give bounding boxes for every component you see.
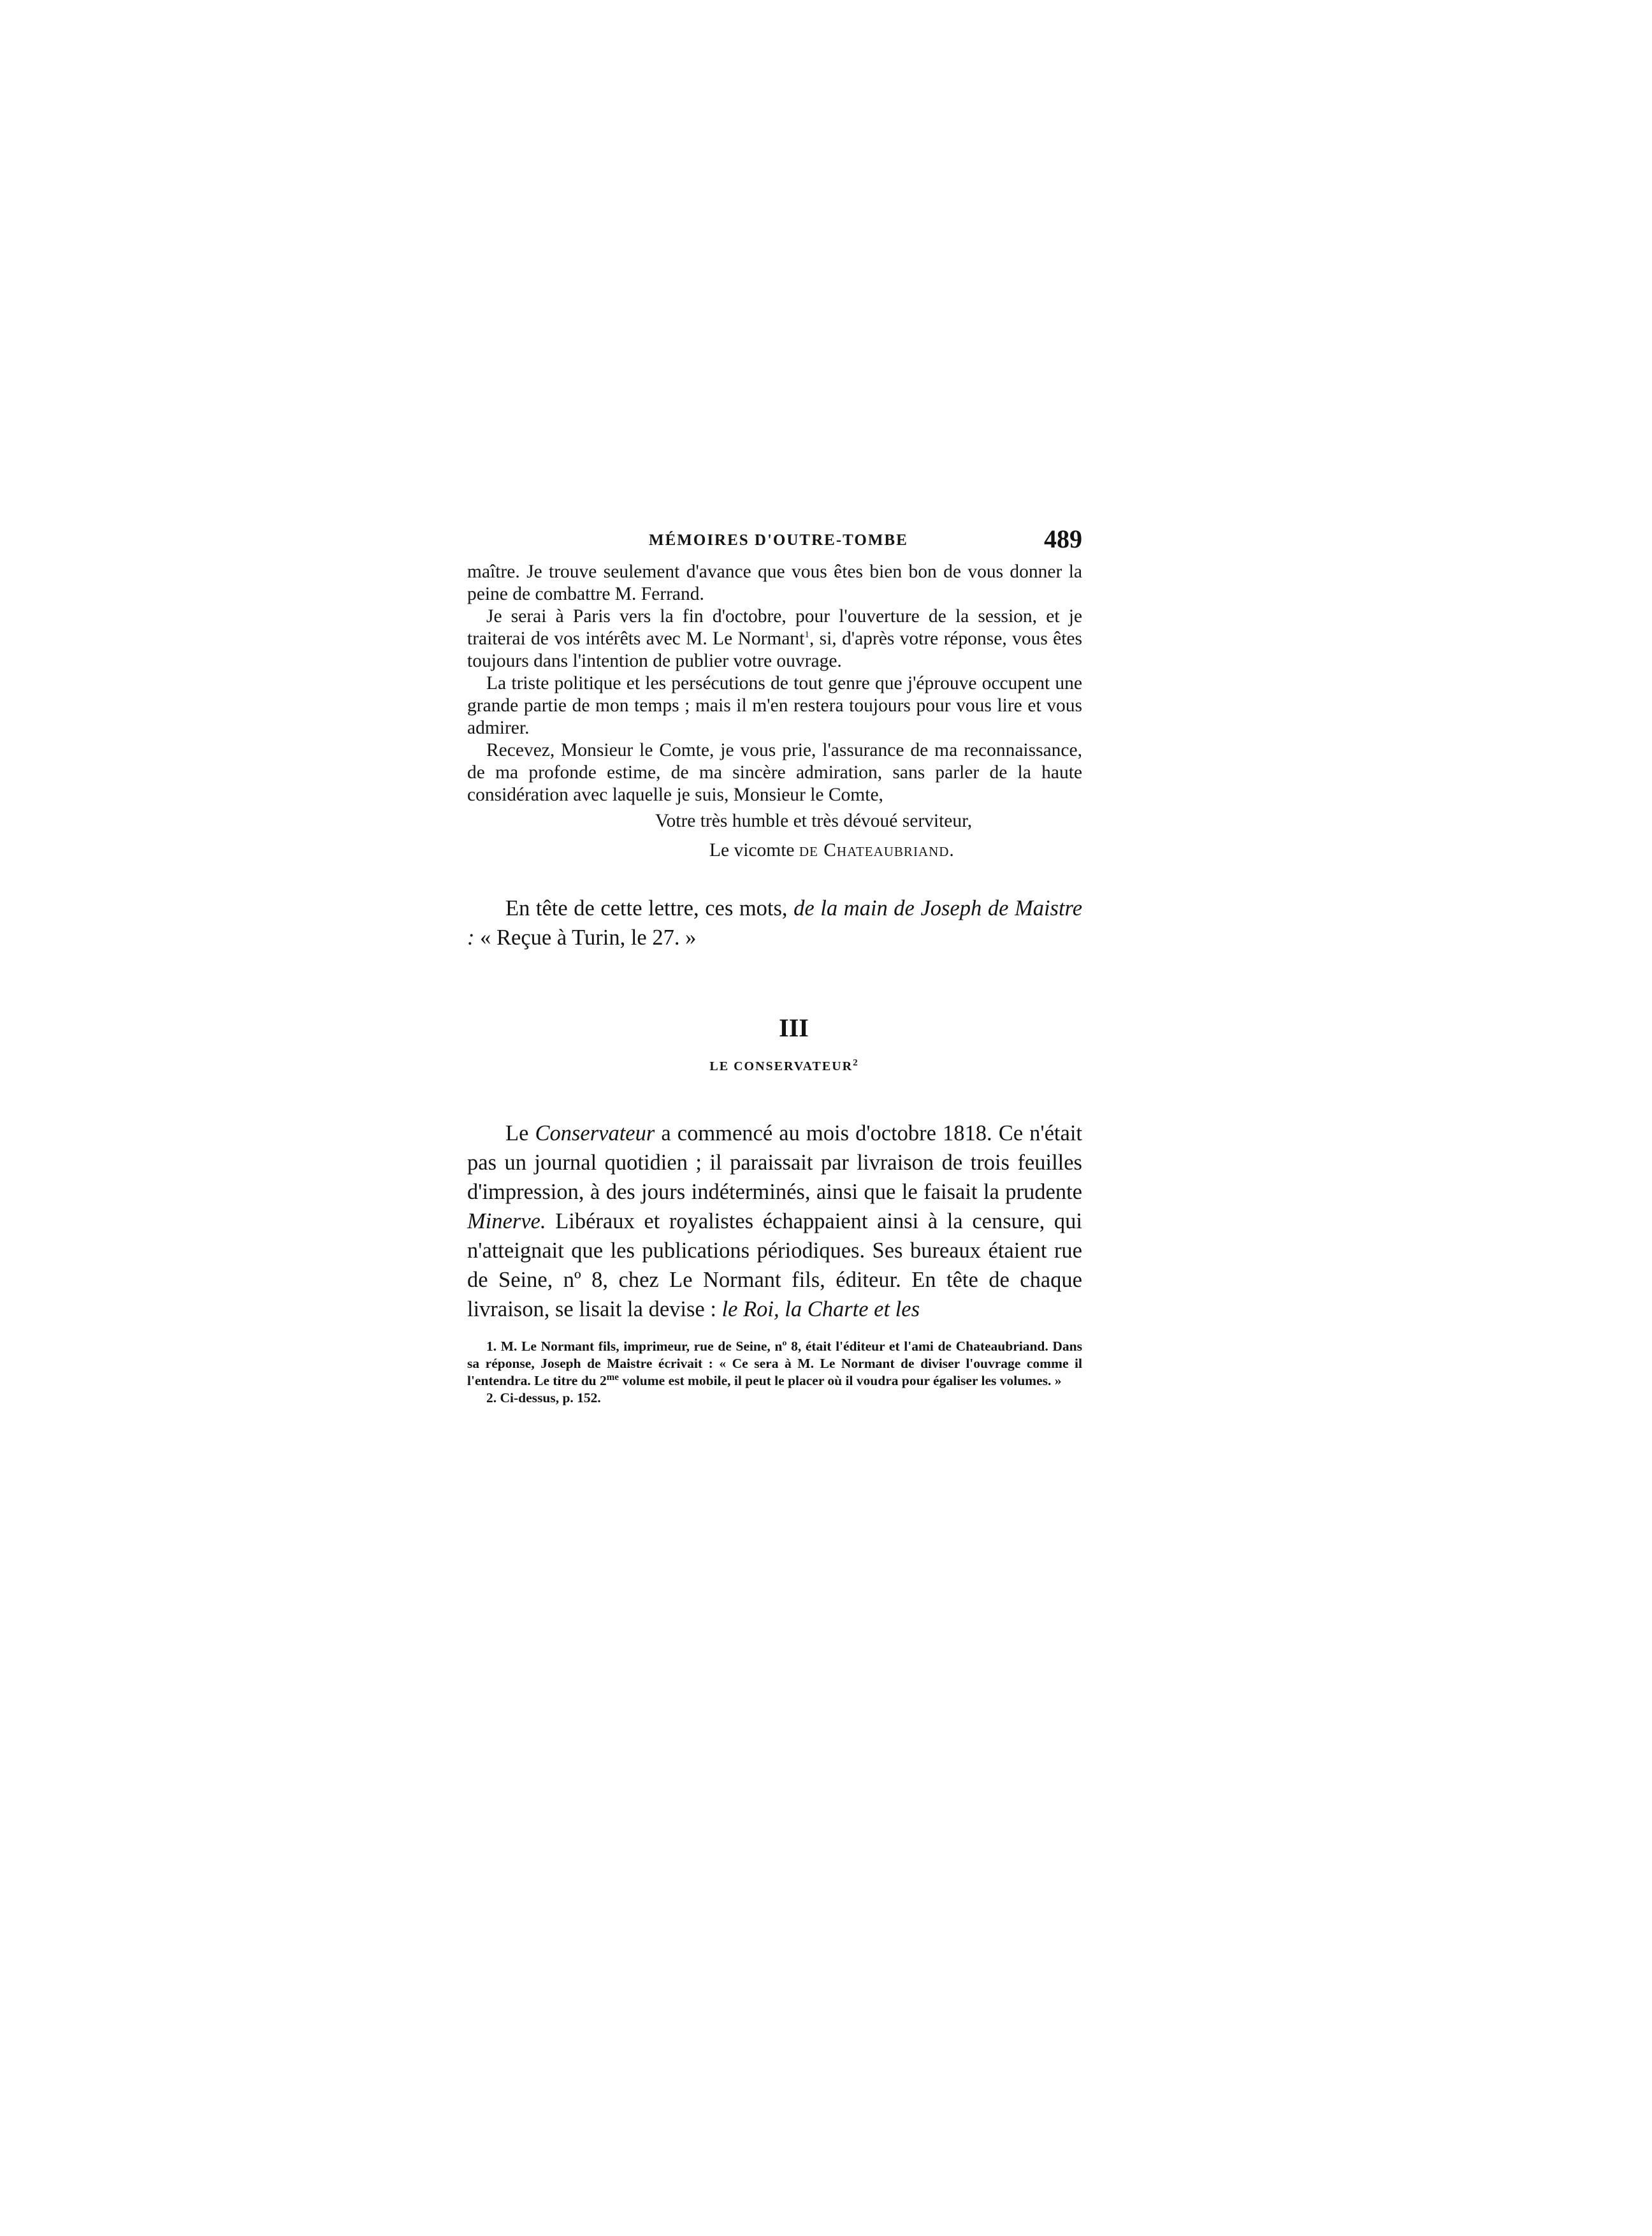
book-page (467, 523, 1082, 1407)
footnote-superscript: me (606, 1372, 619, 1383)
note-text: En tête de cette lettre, ces mots, (505, 896, 788, 920)
main-text-span: Libéraux et royalistes échappaient ainsi à la censure, qui n'atteignait que les publications périodiques. Ses bureaux étaient rue de Seine, nº 8, chez Le Normant fils, éditeur. En tête de chaque livraison, se lisait la devise : (467, 1209, 1082, 1321)
section-number: III (779, 1013, 809, 1042)
closing-formula: Votre très humble et très dévoué serviteur, (655, 811, 973, 831)
letter-text (467, 561, 1082, 806)
footnote-text: volume est mobile, il peut le placer où il voudra pour égaliser les volumes. » (618, 1373, 1062, 1388)
editor-note (467, 894, 1082, 952)
section-title (467, 1059, 1082, 1074)
section-title-text: LE CONSERVATEUR (709, 1059, 853, 1073)
main-italic: le Roi, la Charte et les (721, 1297, 920, 1321)
main-text-span: Le (505, 1121, 529, 1145)
note-quote: « Reçue à Turin, le 27. » (480, 926, 697, 950)
letter-paragraph: maître. Je trouve seulement d'avance que vous êtes bien bon de vous donner la peine de combattre M. Ferrand. (467, 562, 1082, 604)
main-paragraph (467, 1119, 1082, 1324)
signature-prefix: Le vicomte (709, 840, 795, 860)
main-italic: Conservateur (535, 1121, 655, 1145)
note-italic: de la main de Joseph de Maistre : (467, 896, 1083, 950)
footnote-2: 2. Ci-dessus, p. 152. (486, 1390, 601, 1405)
main-text (467, 1119, 1082, 1324)
footnotes (467, 1338, 1082, 1407)
footnote-text: 1. M. Le Normant fils, imprimeur, rue de Seine, nº 8, était l'éditeur et l'ami de Chateaubriand. Dans sa réponse, Joseph de Maistre écrivait : « Ce sera à M. Le Normant de diviser l'ouvrage comme il l'entendra. Le titre du 2 (467, 1339, 1082, 1388)
page-number: 489 (1044, 525, 1082, 553)
signature-line (467, 836, 1082, 865)
footnote-1 (467, 1338, 1082, 1390)
note-paragraph (467, 894, 1082, 952)
letter-signature (467, 806, 1082, 865)
signature-name: de Chateaubriand. (799, 840, 955, 860)
running-head (467, 523, 1082, 561)
letter-paragraph (467, 606, 1082, 672)
letter-paragraph: Recevez, Monsieur le Comte, je vous prie, l'assurance de ma reconnaissance, de ma profonde estime, de ma sincère admiration, sans parler de la haute considération avec laquelle je suis, Monsieur le Comte, (467, 740, 1082, 805)
main-italic: Minerve. (467, 1209, 546, 1233)
letter-text-span: , si, d'après votre réponse, vous êtes toujours dans l'intention de publier votre ouvrage. (467, 628, 1083, 671)
letter-paragraph: La triste politique et les persécutions de tout genre que j'éprouve occupent une grande partie de mon temps ; mais il m'en restera toujours pour vous lire et vous admirer. (467, 673, 1082, 738)
footnote-ref: 1 (804, 630, 809, 641)
main-text-span: a commencé au mois d'octobre 1818. Ce n'était pas un journal quotidien ; il paraissait par livraison de trois feuilles d'impression, à des jours indéterminés, ainsi que le faisait la prudente (467, 1121, 1083, 1204)
footnote-ref: 2 (853, 1057, 859, 1068)
letter-text-span: Je serai à Paris vers la fin d'octobre, pour l'ouverture de la session, et je traiterai de vos intérêts avec M. Le Normant (467, 606, 1082, 649)
running-title: MÉMOIRES D'OUTRE-TOMBE (649, 532, 908, 549)
